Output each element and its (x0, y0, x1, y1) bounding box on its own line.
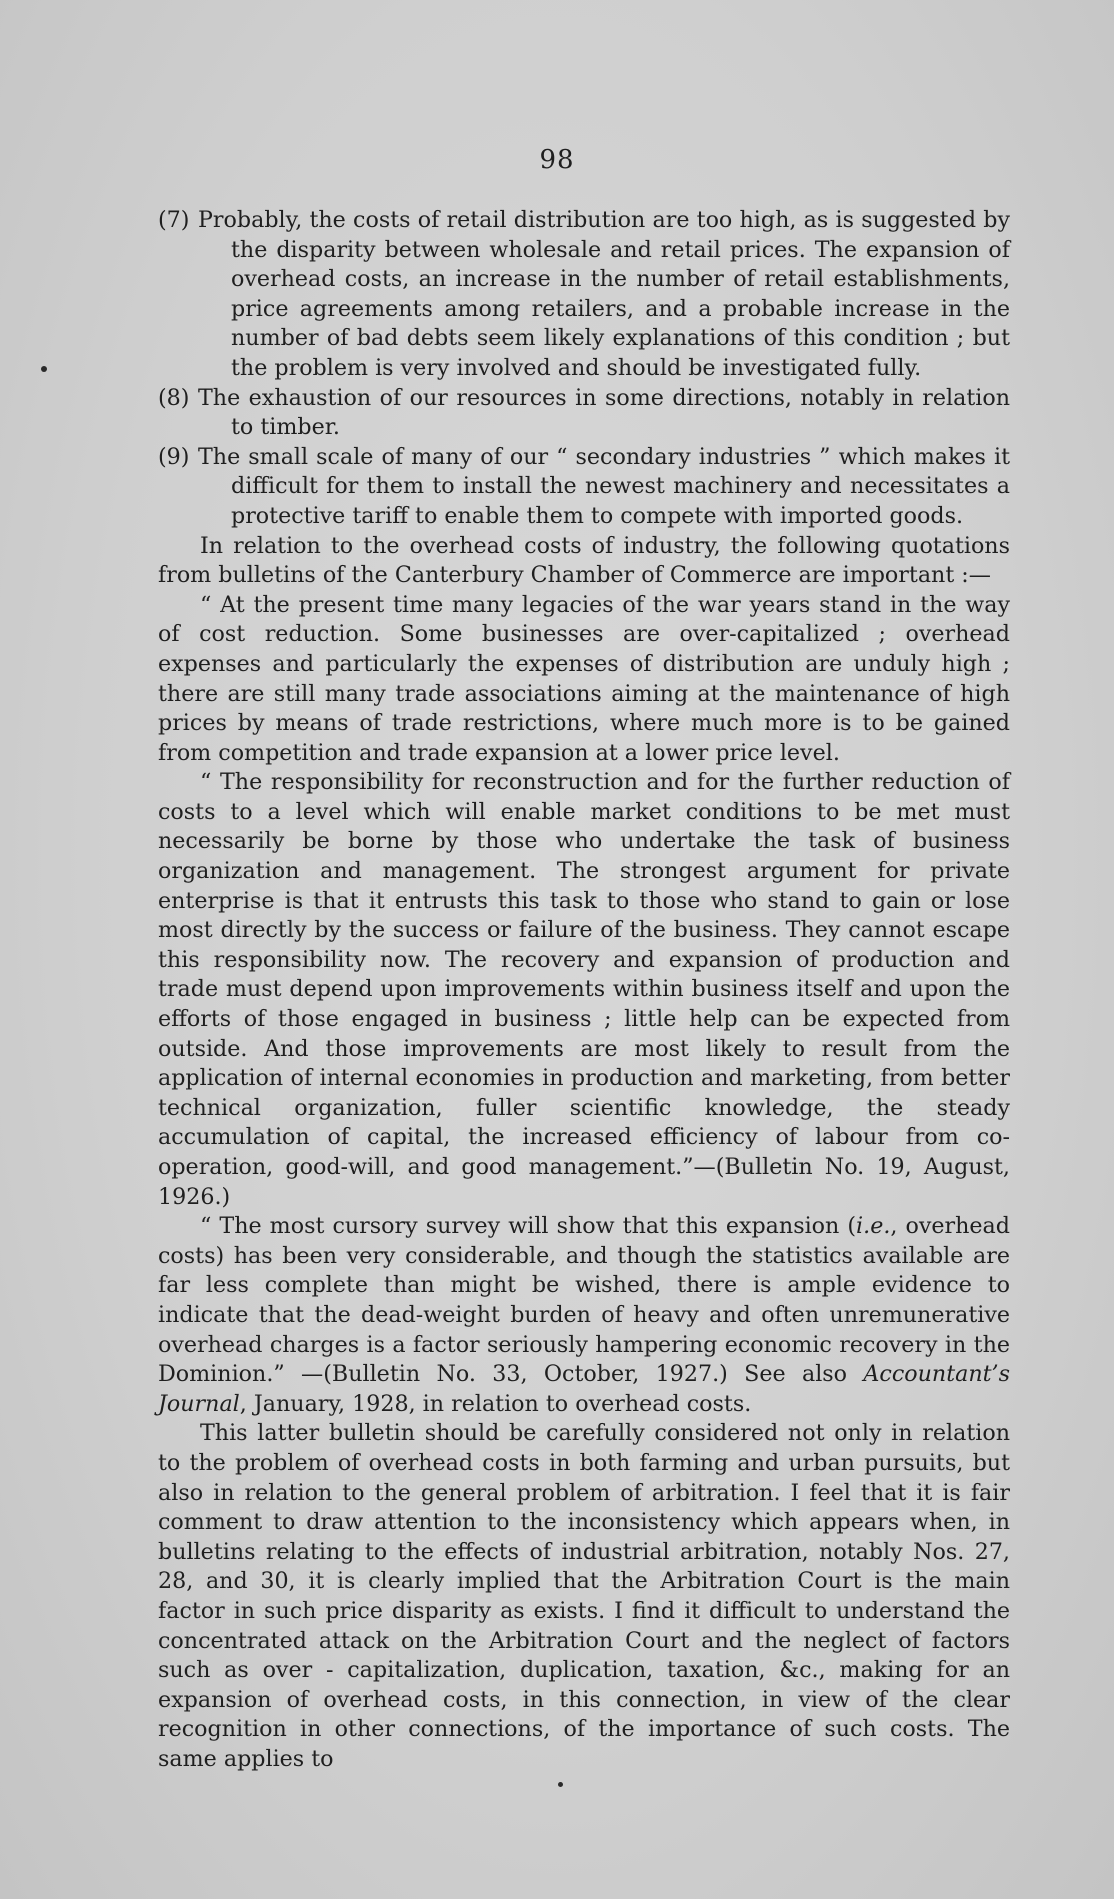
body-text (158, 206, 1010, 1774)
paragraph-intro: In relation to the overhead costs of industry, the following quotations from bulletins of the Canterbury Chamber of Commerce are important :— (158, 532, 1010, 589)
quotation-paragraph (158, 1212, 1010, 1419)
list-item (158, 384, 1010, 443)
italic-abbreviation: i.e. (856, 1213, 891, 1240)
list-item (158, 443, 1010, 532)
list-item (158, 206, 1010, 384)
paragraph-text: , overhead costs) has been very considerable, and though the statistics available are far less complete than might be wished, there is ample evidence to indicate that the dead-weight burden of heavy and often unremunerative overhead charges is a factor seriously hampering economic recovery in the Dominion.” —(Bulletin No. 33, October, 1927.) See also (158, 1213, 1010, 1388)
quotation-paragraph: “ At the present time many legacies of the war years stand in the way of cost reduction. Some businesses are over-capitalized ; overhead expenses and particularly the expenses of distribution are unduly high ; there are still many trade associations aiming at the maintenance of high prices by means of trade restrictions, where much more is to be gained from competition and trade expansion at a lower price level. (158, 591, 1010, 766)
list-item-text: The small scale of many of our “ secondary industries ” which makes it difficult for them to install the newest machinery and necessitates a protective tariff to enable them to compete with imported goods. (198, 443, 1010, 529)
journal-title: Accountant’s Journal (158, 1361, 1010, 1417)
list-item-number: (9) (158, 443, 190, 470)
quotation-paragraph: “ The responsibility for reconstruction and for the further reduction of costs to a level which will enable market conditions to be met must necessarily be borne by those who undertake the task of business organization and management. The strongest argument for private enterprise is that it entrusts this task to those who stand to gain or lose most directly by the success or failure of the business. They cannot escape this responsibility now. The recovery and expansion of production and trade must depend upon improvements within business itself and upon the efforts of those engaged in business ; little help can be expected from outside. And those improvements are most likely to result from the application of internal economies in production and marketing, from better technical organization, fuller scientific knowledge, the steady accumulation of capital, the increased efficiency of labour from co-operation, good-will, and good management.”—(Bulletin No. 19, August, 1926.) (158, 769, 1010, 1210)
list-item-number: (8) (158, 384, 190, 411)
paragraph-commentary: This latter bulletin should be carefully considered not only in relation to the problem of overhead costs in both farming and urban pursuits, but also in relation to the general problem of arbitration. I feel that it is fair comment to draw attention to the inconsistency which appears when, in bulletins relating to the effects of industrial arbitration, notably Nos. 27, 28, and 30, it is clearly implied that the Arbitration Court is the main factor in such price disparity as exists. I find it difficult to understand the concentrated attack on the Arbitration Court and the neglect of factors such as over - capitalization, duplication, taxation, &c., making for an expansion of overhead costs, in this connection, in view of the clear recognition in other connections, of the importance of such costs. The same applies to (158, 1420, 1010, 1772)
list-item-text: Probably, the costs of retail distribution are too high, as is suggested by the disparity between wholesale and retail prices. The expansion of overhead costs, an increase in the number of retail establishments, price agreements among retailers, and a probable increase in the number of bad debts seem likely explanations of this condition ; but the problem is very involved and should be investigated fully. (198, 207, 1010, 381)
list-item-text: The exhaustion of our resources in some directions, notably in relation to timber. (198, 384, 1010, 441)
paragraph-text: , January, 1928, in relation to overhead costs. (239, 1390, 752, 1417)
ink-speck (558, 1782, 563, 1787)
list-item-number: (7) (158, 207, 190, 233)
paragraph-text: “ The most cursory survey will show that this expansion ( (200, 1213, 857, 1240)
ink-speck (41, 366, 47, 372)
page-number: 98 (539, 145, 575, 175)
